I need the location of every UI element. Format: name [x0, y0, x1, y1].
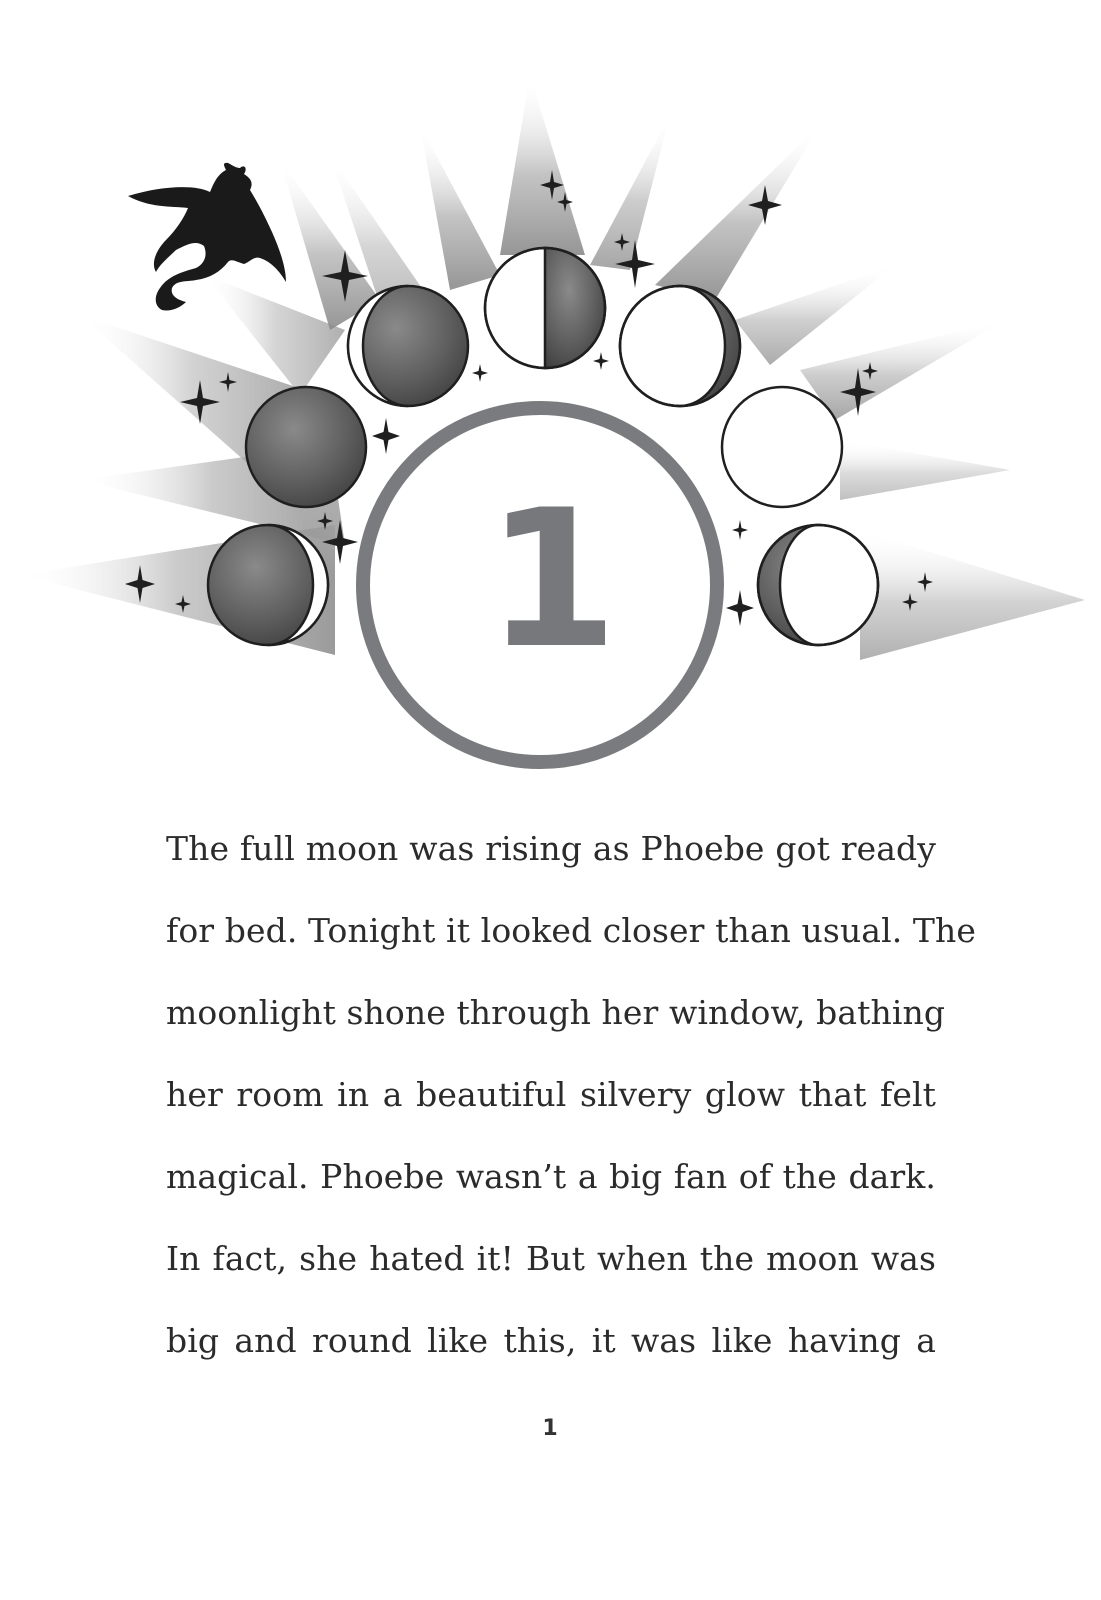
moon-phase-icon	[722, 387, 842, 507]
moon-phase-icon	[758, 525, 878, 645]
moon-phase-icon	[246, 387, 366, 507]
text-line: big and round like this, it was like having a	[166, 1321, 936, 1360]
body-text	[166, 826, 976, 1400]
text-line: magical. Phoebe wasn’t a big fan of the dark.	[166, 1157, 936, 1196]
moon-phase-icon	[208, 525, 328, 645]
moon-phase-icon	[348, 286, 468, 406]
text-line: moonlight shone through her window, bathing	[166, 993, 946, 1032]
text-line: The full moon was rising as Phoebe got ready	[166, 829, 936, 868]
text-line: her room in a beautiful silvery glow that felt	[166, 1075, 936, 1114]
chapter-number: 1	[485, 469, 615, 690]
moon-phase-icon	[620, 286, 740, 406]
text-line: for bed. Tonight it looked closer than usual. The	[166, 911, 976, 950]
text-line: In fact, she hated it! But when the moon was	[166, 1239, 936, 1278]
page-number: 1	[542, 1416, 558, 1441]
moon-phase-icon	[485, 248, 605, 368]
dragon-icon	[128, 163, 286, 311]
